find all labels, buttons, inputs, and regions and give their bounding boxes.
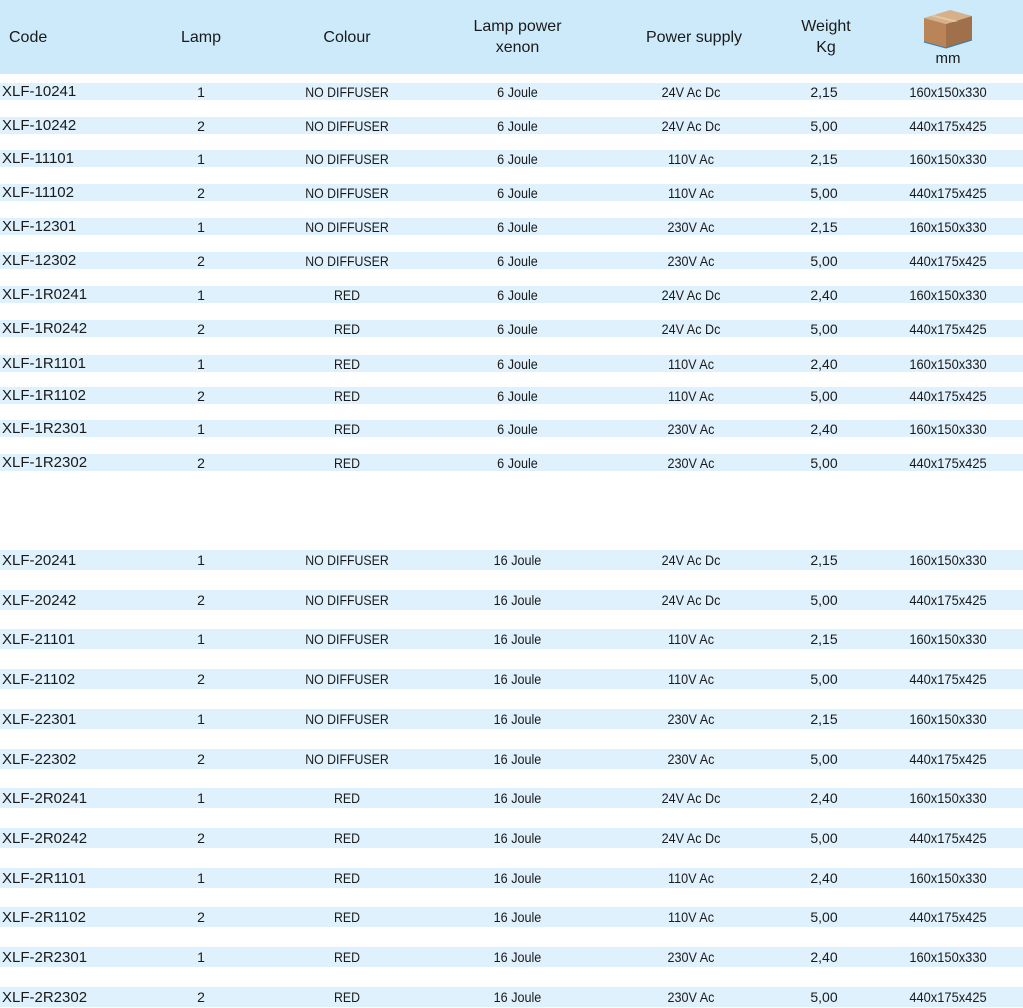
cell-power-supply: 24V Ac Dc [661,286,721,303]
cell-dimensions: 440x175x425 [909,320,987,337]
cell-weight: 2,40 [810,286,838,303]
cell-power-supply: 230V Ac [667,454,715,471]
cell-code: XLF-21101 [2,630,76,648]
cell-weight: 2,40 [810,355,838,372]
cell-power-supply: 110V Ac [667,631,715,647]
table-row [0,355,1023,372]
table-row [0,907,1023,927]
cell-lamp: 2 [197,117,205,134]
cell-code: XLF-1R0242 [2,320,88,337]
header-code: Code [9,28,48,46]
cell-lamp-power: 16 Joule [493,870,542,886]
cell-power-supply: 230V Ac [667,949,715,965]
table-row [0,868,1023,888]
cell-lamp-power: 16 Joule [493,592,542,608]
header-weight-line1: Weight [801,18,851,35]
cell-colour: RED [333,355,361,372]
cell-colour: RED [333,870,361,886]
cell-colour: RED [333,320,361,337]
table-row [0,454,1023,471]
cell-code: XLF-20241 [2,551,77,569]
cell-code: XLF-1R2301 [2,420,88,437]
cell-dimensions: 440x175x425 [909,830,987,846]
cell-colour: RED [333,830,361,846]
cell-code: XLF-2R0242 [2,829,88,847]
cell-colour: NO DIFFUSER [305,711,389,727]
cell-colour: RED [333,454,361,471]
cell-dimensions: 160x150x330 [909,790,987,806]
cell-dimensions: 160x150x330 [909,711,987,727]
cell-code: XLF-22302 [2,750,77,768]
table-row [0,184,1023,201]
header-weight-line2: Kg [816,39,836,56]
table-row [0,788,1023,808]
cell-code: XLF-10242 [2,117,77,134]
cell-colour: NO DIFFUSER [305,218,389,235]
cell-lamp-power: 16 Joule [493,830,542,846]
cell-power-supply: 24V Ac Dc [661,320,721,337]
cell-code: XLF-2R0241 [2,789,88,807]
cell-dimensions: 160x150x330 [909,552,987,568]
cell-dimensions: 440x175x425 [909,989,987,1005]
header-lamp: Lamp [180,28,222,46]
cell-colour: NO DIFFUSER [305,671,389,687]
cell-colour: NO DIFFUSER [305,150,389,167]
cell-lamp: 1 [197,949,205,965]
table-row [0,218,1023,235]
cell-lamp-power: 6 Joule [497,184,538,201]
table-row [0,828,1023,848]
table-row [0,83,1023,100]
cell-lamp: 1 [197,711,205,727]
table-row [0,550,1023,570]
table-row [0,987,1023,1007]
cell-power-supply: 110V Ac [667,355,715,372]
table-header [0,0,1023,74]
cell-weight: 5,00 [810,454,838,471]
header-power-supply: Power supply [645,28,743,46]
cell-colour: NO DIFFUSER [305,184,389,201]
cell-lamp: 2 [197,592,205,608]
cell-code: XLF-22301 [2,710,77,728]
cell-colour: NO DIFFUSER [305,751,389,767]
cell-weight: 2,15 [810,711,838,727]
cell-lamp-power: 6 Joule [497,387,538,404]
cell-lamp-power: 16 Joule [493,671,542,687]
cell-lamp: 1 [197,218,205,235]
cell-lamp-power: 6 Joule [497,83,538,100]
cell-lamp: 2 [197,320,205,337]
cell-code: XLF-1R2302 [2,454,88,471]
cell-dimensions: 160x150x330 [909,218,987,235]
header-lamp-power-line1: Lamp power [473,18,562,35]
cell-dimensions: 440x175x425 [909,751,987,767]
cell-power-supply: 24V Ac Dc [661,552,721,568]
cell-power-supply: 230V Ac [667,252,715,269]
cell-lamp-power: 6 Joule [497,150,538,167]
table-row [0,420,1023,437]
cell-lamp: 2 [197,454,205,471]
cell-colour: RED [333,286,361,303]
cell-code: XLF-10241 [2,83,77,100]
header-mm: mm [935,50,961,67]
cell-colour: NO DIFFUSER [305,83,389,100]
cell-weight: 2,15 [810,552,838,568]
cell-lamp-power: 16 Joule [493,751,542,767]
header-lamp-power [455,0,580,74]
cell-weight: 5,00 [810,117,838,134]
cell-colour: RED [333,387,361,404]
cell-lamp-power: 6 Joule [497,420,538,437]
cell-colour: NO DIFFUSER [305,631,389,647]
cell-power-supply: 24V Ac Dc [661,592,721,608]
cell-dimensions: 440x175x425 [909,592,987,608]
cell-weight: 5,00 [810,252,838,269]
cell-colour: NO DIFFUSER [305,592,389,608]
cell-colour: NO DIFFUSER [305,252,389,269]
cell-code: XLF-1R1101 [2,355,86,372]
table-row [0,629,1023,649]
cell-power-supply: 110V Ac [667,671,715,687]
cell-weight: 2,40 [810,790,838,806]
cell-dimensions: 160x150x330 [909,286,987,303]
cell-weight: 2,40 [810,420,838,437]
cell-colour: RED [333,420,361,437]
cell-power-supply: 110V Ac [667,909,715,925]
cell-power-supply: 230V Ac [667,711,715,727]
cell-weight: 2,15 [810,218,838,235]
cell-power-supply: 24V Ac Dc [661,117,721,134]
cell-dimensions: 160x150x330 [909,150,987,167]
cell-code: XLF-12302 [2,252,77,269]
header-weight [784,0,868,74]
table-row [0,590,1023,610]
cell-colour: RED [333,909,361,925]
cell-code: XLF-2R1102 [2,908,86,926]
cell-dimensions: 440x175x425 [909,387,987,404]
cell-dimensions: 160x150x330 [909,949,987,965]
cell-weight: 5,00 [810,320,838,337]
cell-weight: 5,00 [810,592,838,608]
cell-lamp-power: 16 Joule [493,790,542,806]
cell-lamp-power: 6 Joule [497,117,538,134]
cell-lamp-power: 16 Joule [493,552,542,568]
cell-colour: NO DIFFUSER [305,117,389,134]
table-row [0,252,1023,269]
cell-weight: 5,00 [810,751,838,767]
cell-lamp-power: 6 Joule [497,454,538,471]
cell-weight: 5,00 [810,909,838,925]
cell-power-supply: 110V Ac [667,184,715,201]
cell-lamp-power: 16 Joule [493,631,542,647]
cell-colour: RED [333,989,361,1005]
cell-lamp: 1 [197,870,205,886]
cell-lamp: 2 [197,909,205,925]
cell-lamp: 2 [197,830,205,846]
cell-lamp-power: 16 Joule [493,989,542,1005]
cell-lamp: 1 [197,355,205,372]
cell-lamp: 1 [197,631,205,647]
cell-weight: 2,15 [810,631,838,647]
cell-dimensions: 440x175x425 [909,909,987,925]
cell-power-supply: 24V Ac Dc [661,83,721,100]
cell-weight: 5,00 [810,671,838,687]
cell-lamp: 2 [197,989,205,1005]
cell-code: XLF-20242 [2,591,77,609]
cell-power-supply: 230V Ac [667,218,715,235]
cell-weight: 5,00 [810,989,838,1005]
cell-weight: 2,15 [810,150,838,167]
cell-lamp: 1 [197,420,205,437]
cell-lamp-power: 16 Joule [493,949,542,965]
table-row [0,150,1023,167]
table-row [0,947,1023,967]
cell-power-supply: 230V Ac [667,989,715,1005]
cell-weight: 2,40 [810,870,838,886]
cell-dimensions: 160x150x330 [909,631,987,647]
cell-power-supply: 230V Ac [667,420,715,437]
cell-lamp: 2 [197,387,205,404]
cell-lamp: 2 [197,671,205,687]
table-row [0,669,1023,689]
cell-power-supply: 24V Ac Dc [661,830,721,846]
cell-dimensions: 440x175x425 [909,252,987,269]
cell-lamp: 1 [197,286,205,303]
cell-lamp-power: 6 Joule [497,320,538,337]
cell-dimensions: 160x150x330 [909,83,987,100]
cardboard-box-icon [920,4,976,50]
cell-code: XLF-1R1102 [2,387,86,404]
table-row [0,320,1023,337]
cell-lamp: 1 [197,150,205,167]
table-row [0,387,1023,404]
cell-dimensions: 440x175x425 [909,671,987,687]
table-row [0,117,1023,134]
cell-power-supply: 24V Ac Dc [661,790,721,806]
cell-code: XLF-12301 [2,218,77,235]
cell-code: XLF-11101 [2,150,74,167]
cell-colour: RED [333,790,361,806]
cell-dimensions: 440x175x425 [909,184,987,201]
cell-power-supply: 110V Ac [667,870,715,886]
cell-weight: 5,00 [810,184,838,201]
header-colour: Colour [323,28,371,46]
cell-lamp-power: 6 Joule [497,286,538,303]
cell-power-supply: 110V Ac [667,387,715,404]
cell-lamp-power: 6 Joule [497,355,538,372]
cell-dimensions: 160x150x330 [909,420,987,437]
table-row [0,709,1023,729]
cell-code: XLF-11102 [2,184,74,201]
cell-weight: 5,00 [810,830,838,846]
cell-dimensions: 440x175x425 [909,117,987,134]
cell-dimensions: 440x175x425 [909,454,987,471]
table-row [0,749,1023,769]
cell-lamp-power: 16 Joule [493,909,542,925]
cell-colour: NO DIFFUSER [305,552,389,568]
cell-lamp: 1 [197,83,205,100]
cell-lamp: 2 [197,184,205,201]
cell-dimensions: 160x150x330 [909,355,987,372]
cell-code: XLF-21102 [2,670,76,688]
cell-dimensions: 160x150x330 [909,870,987,886]
cell-weight: 2,15 [810,83,838,100]
cell-code: XLF-2R2301 [2,948,88,966]
cell-power-supply: 110V Ac [667,150,715,167]
cell-lamp: 1 [197,552,205,568]
cell-weight: 5,00 [810,387,838,404]
header-lamp-power-line2: xenon [495,39,540,56]
cell-code: XLF-2R2302 [2,988,88,1006]
cell-lamp-power: 16 Joule [493,711,542,727]
cell-code: XLF-2R1101 [2,869,86,887]
cell-lamp-power: 6 Joule [497,218,538,235]
cell-weight: 2,40 [810,949,838,965]
cell-code: XLF-1R0241 [2,286,88,303]
cell-lamp: 2 [197,252,205,269]
cell-lamp: 1 [197,790,205,806]
cell-lamp: 2 [197,751,205,767]
cell-colour: RED [333,949,361,965]
table-row [0,286,1023,303]
cell-lamp-power: 6 Joule [497,252,538,269]
cell-power-supply: 230V Ac [667,751,715,767]
